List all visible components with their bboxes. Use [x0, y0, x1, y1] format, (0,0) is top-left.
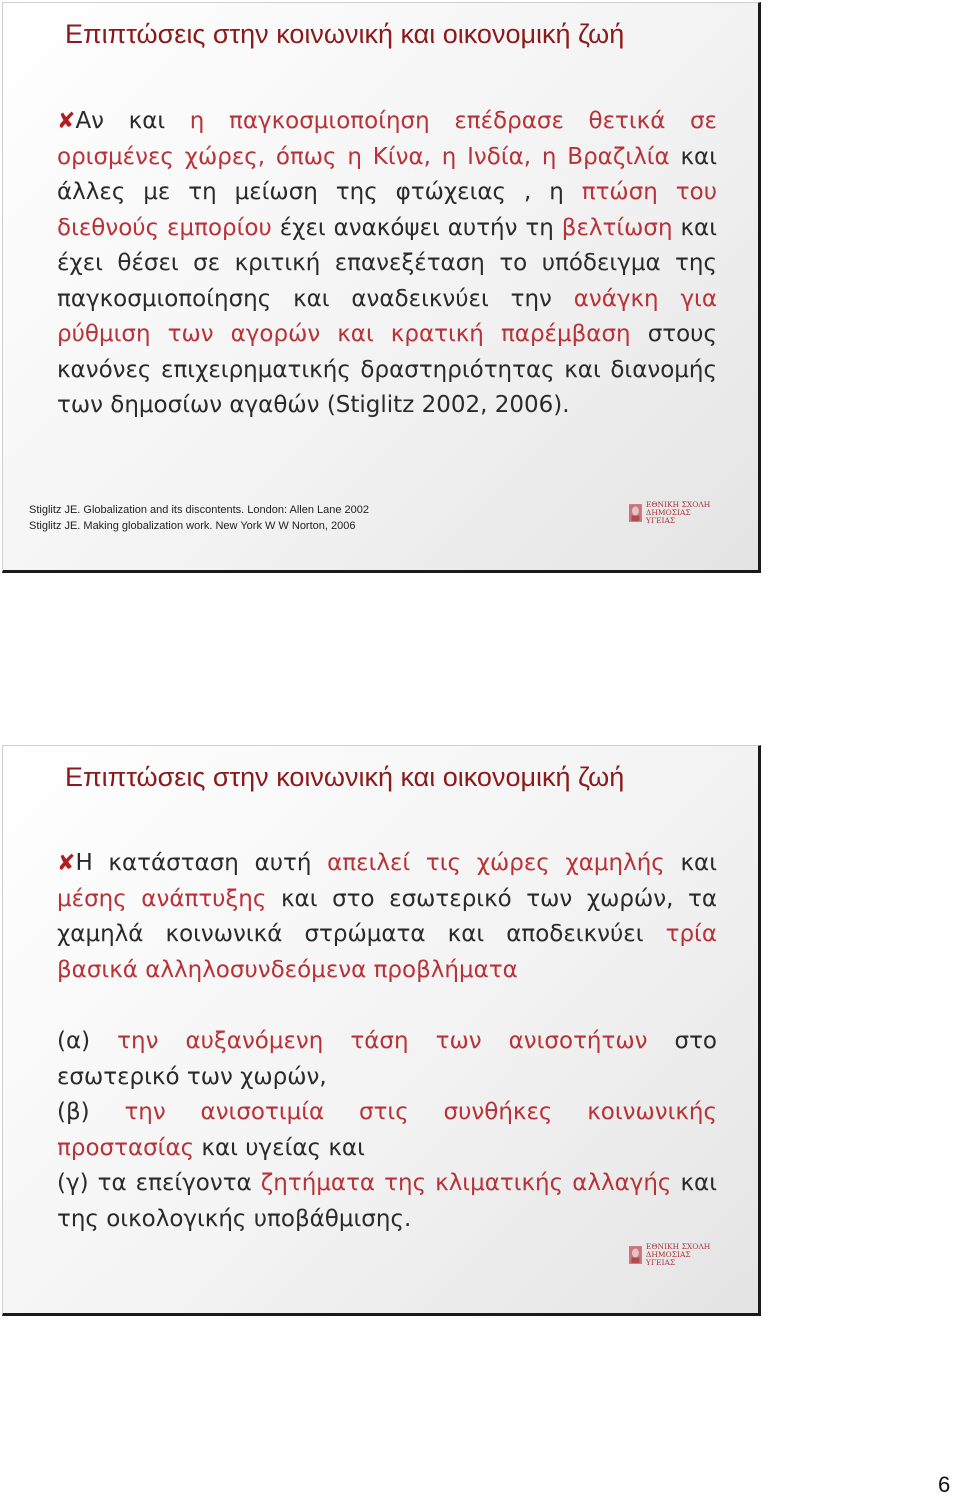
x-mark-icon: ✘: [57, 851, 76, 876]
slide-1-text-run: βελτίωση: [561, 214, 673, 241]
slide-1-text-run: και έχει θέσει σε κριτική επανεξέταση το υπόδειγμα της παγκοσμιοποίησης και αναδεικνύει την: [57, 214, 718, 312]
problem-item-run: και υγείας και: [194, 1134, 365, 1161]
slide-1-text-run: ανάγκη για ρύθμιση των αγορών και κρατική παρέμβαση: [57, 285, 717, 347]
slide-2-intro-run: Η κατάσταση αυτή: [75, 850, 328, 876]
references: [29, 502, 369, 534]
logo-text: ΕΘΝΙΚΗ ΣΧΟΛΗ ΔΗΜΟΣΙΑΣ ΥΓΕΙΑΣ: [645, 1242, 711, 1267]
problem-item-a: [57, 1024, 717, 1095]
problem-item-run: την ανισοτιμία στις συνθήκες κοινωνικής προστασίας: [57, 1099, 717, 1161]
reference-2: Stiglitz JE. Making globalization work. New York W W Norton, 2006: [29, 520, 356, 532]
slide-2-intro-text: [57, 850, 717, 983]
slide-1-text-run: Αν και: [75, 108, 190, 134]
reference-1: Stiglitz JE. Globalization and its discontents. London: Allen Lane 2002: [29, 504, 370, 516]
slide-1: [2, 2, 761, 573]
emblem-icon: [629, 495, 642, 531]
institution-logo: [629, 1234, 717, 1276]
slide-2-intro-run: απειλεί τις χώρες χαμηλής: [327, 850, 665, 876]
spacer: [57, 988, 717, 1024]
x-mark-icon: ✘: [57, 109, 76, 134]
slide-2-title: Επιπτώσεις στην κοινωνική και οικονομική ζωή: [65, 762, 625, 792]
logo-text: ΕΘΝΙΚΗ ΣΧΟΛΗ ΔΗΜΟΣΙΑΣ ΥΓΕΙΑΣ: [645, 500, 711, 525]
problem-item-b: [57, 1095, 717, 1166]
slide-1-text-run: και άλλες με τη μείωση της φτώχειας , η: [57, 143, 717, 205]
slide-1-paragraph-text: [57, 108, 717, 418]
slide-2-intro: [57, 846, 717, 988]
institution-logo: [629, 492, 717, 534]
problem-item-run: την αυξανόμενη τάση των ανισοτήτων: [117, 1028, 648, 1054]
slide-2: [2, 745, 761, 1316]
problem-item-run: (β): [57, 1099, 125, 1125]
slide-2-body: [57, 846, 717, 1237]
slide-2-intro-run: μέσης ανάπτυξης: [57, 885, 267, 912]
problem-item-run: (γ) τα επείγοντα: [57, 1170, 261, 1196]
slide-1-title: Επιπτώσεις στην κοινωνική και οικονομική ζωή: [65, 19, 625, 49]
slide-1-text-run: έχει ανακόψει αυτήν τη: [271, 214, 562, 241]
slide-1-paragraph: [57, 104, 717, 424]
problem-item-run: (α): [57, 1028, 118, 1054]
page-number: 6: [938, 1472, 951, 1497]
emblem-icon: [629, 1237, 642, 1273]
slide-1-text-run: πτώση του διεθνούς εμπορίου: [57, 179, 717, 241]
problem-item-run: και της οικολογικής υποβάθμισης.: [57, 1170, 717, 1232]
slide-2-intro-run: και: [664, 850, 717, 876]
problem-item-run: στο εσωτερικό των χωρών,: [57, 1028, 717, 1090]
slide-2-intro-run: τρία βασικά αλληλοσυνδεόμενα προβλήματα: [57, 921, 717, 983]
slide-1-text-run: στους κανόνες επιχειρηματικής δραστηριότητας και διανομής των δημοσίων αγαθών (Stiglitz 2002, 2006).: [57, 321, 717, 418]
problem-item-c: [57, 1166, 717, 1237]
slide-2-intro-run: και στο εσωτερικό των χωρών, τα χαμηλά κοινωνικά στρώματα και αποδεικνύει: [57, 885, 717, 947]
problem-item-run: ζητήματα της κλιματικής αλλαγής: [260, 1170, 672, 1196]
slide-1-body: [57, 104, 717, 424]
slide-1-text-run: η παγκοσμιοποίηση επέδρασε θετικά σε ορισμένες χώρες, όπως η Κίνα, η Ινδία, η Βραζιλία: [57, 108, 717, 170]
